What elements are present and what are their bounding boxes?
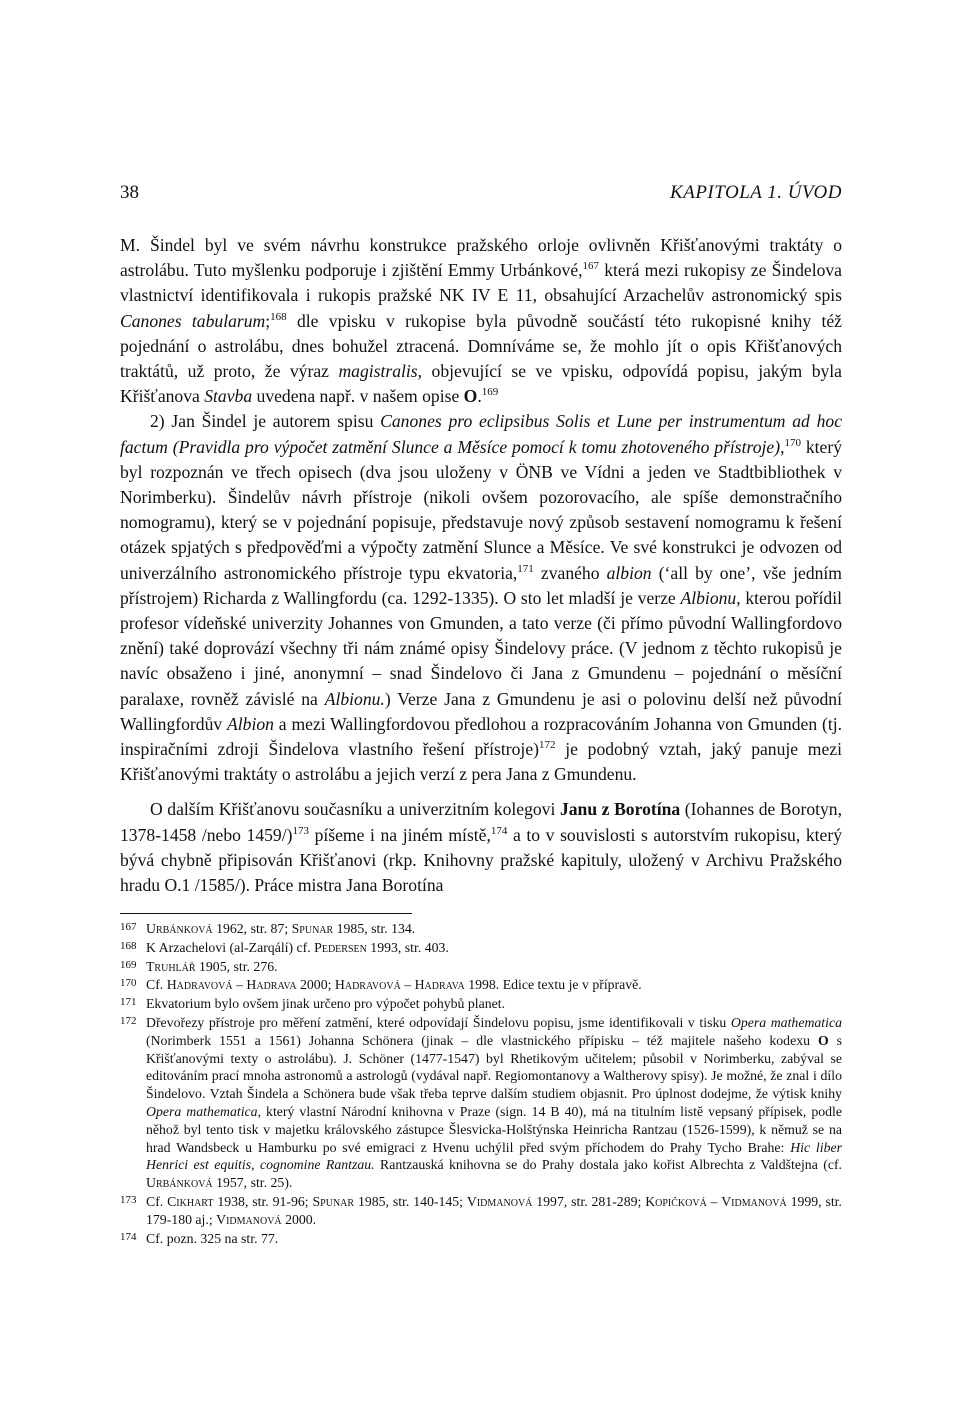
footnote-ref[interactable]: 167 — [582, 260, 600, 273]
footnote: 170 Cf. Hadravová – Hadrava 2000; Hadravová – Hadrava 1998. Edice textu je v přípravě. — [120, 977, 642, 993]
paragraph: O dalším Křišťanovu současníku a univerzitním kolegovi Janu z Borotína (Iohannes de Borotyn, 1378-1458 /nebo 1459/)$^{173}$ píšeme i na jiném místě,$^{174}$ a to v souvislosti s autorstvím rukopisu, který bývá chybně připisován Křišťanovi (rkp. Knihovny pražské kapituly, uložený v Archivu Pražského hradu O.1 /1585/). Práce mistra Jana Borotína — [120, 799, 842, 896]
footnote-divider — [120, 913, 412, 914]
footnote: 171 Ekvatorium bylo ovšem jinak určeno pro výpočet pohybů planet. — [120, 996, 506, 1012]
footnote-ref[interactable]: 170 — [784, 436, 801, 449]
footnote: 173 Cf. Cikhart 1938, str. 91-96; Spunar 1985, str. 140-145; Vidmanová 1997, str. 281-289; Kopičková – Vidmanová 1999, str. 179-180 aj.; Vidmanová 2000. — [120, 1193, 842, 1227]
running-header — [120, 182, 842, 206]
footnote-ref[interactable]: 172 — [539, 739, 556, 752]
footnote: 167 Urbánková 1962, str. 87; Spunar 1985, str. 134. — [120, 921, 416, 936]
paragraph: M. Šindel byl ve svém návrhu konstrukce pražského orloje ovlivněn Křišťanovými traktáty o astrolábu. Tuto myšlenku podporuje i zjištění Emmy Urbánkové,$^{167}$ která mezi rukopisy ze Šindelova vlastnictví identifikovala i rukopis pražské NK IV E 11, obsahující Arzachelův astronomický spis Canones tabularum;$^{168}$ dle vpisku v rukopise byla původně součástí této rukopisné knihy též pojednání o astrolábu, dnes bohužel ztracená. Domníváme se, že mohlo jít o opis Křišťanových traktátů, už proto, že výraz magistralis, objevující se ve vpisku, odpovídá popisu, jakým byla Křišťanova Stavba uvedena např. v našem opise O.$^{169}$ — [120, 235, 842, 407]
main-text — [120, 233, 842, 898]
footnote-ref[interactable]: 174 — [490, 824, 508, 837]
footnote-ref[interactable]: 169 — [481, 386, 499, 399]
page-number: 38 — [120, 182, 139, 203]
footnote: 169 Truhlář 1905, str. 276. — [120, 958, 278, 974]
footnote: 168 K Arzachelovi (al-Zarqálí) cf. Pedersen 1993, str. 403. — [120, 939, 449, 955]
footnote: 174 Cf. pozn. 325 na str. 77. — [120, 1230, 279, 1246]
chapter-title: KAPITOLA 1. ÚVOD — [670, 182, 842, 203]
paragraph: 2) Jan Šindel je autorem spisu Canones pro eclipsibus Solis et Lune per instrumentum ad hoc factum (Pravidla pro výpočet zatmění Slunce a Měsíce pomocí k tomu zhotoveného přístroje),$^{170}$ který byl rozpoznán ve třech opisech (dva jsou uloženy v ÖNB ve Vídni a jeden ve Stadtbibliothek v Norimberku). Šindelův návrh přístroje (nikoli ovšem pozorovacího, ale spíše demonstračního nomogramu), který se v pojednání popisuje, představuje nový způsob sestavení nomogramu k řešení otázek spjatých s předpověďmi a výpočty zatmění Slunce a Měsíce. Ve své konstrukci je odvozen od univerzálního astronomického přístroje typu ekvatoria,$^{171}$ zvaného albion (‘all by one’, vše jedním přístrojem) Richarda z Wallingfordu (ca. 1292-1335). O sto let mladší je verze Albionu, kterou pořídil profesor vídeňské univerzity Johannes von Gmunden, a tato verze (či přímo původní Wallingfordovo znění) také doprovází všechny tři nám známé opisy Šindelovy práce. (V jednom z těchto rukopisů je navíc obsaženo i jiné, anonymní – snad Šindelovo či Jana z Gmundenu – pojednání o měsíční paralaxe, rovněž závislé na Albionu.) Verze Jana z Gmundenu je asi o polovinu delší než původní Wallingfordův Albion a mezi Wallingfordovou předlohou a rozpracováním Johanna von Gmunden (tj. inspiračními zdroji Šindelova vlastního řešení přístroje)$^{172}$ je podobný vztah, jaký panuje mezi Křišťanovými traktáty o astrolábu a jejich verzí z pera Jana z Gmundenu. — [120, 411, 843, 785]
footnote-ref[interactable]: 168 — [270, 310, 287, 323]
footnote-ref[interactable]: 173 — [292, 824, 309, 837]
footnote-ref[interactable]: 171 — [517, 562, 534, 575]
footnotes — [120, 919, 842, 1247]
footnote: 172 Dřevořezy přístroje pro měření zatmění, které odpovídají Šindelovu popisu, jsme identifikovali v tisku Opera mathematica (Norimberk 1551 a 1561) Johanna Schönera (jinak – dle vlastnického přípisku – též majitele našeho kodexu O s Křišťanovými texty o astrolábu). J. Schöner (1477-1547) byl Rhetikovým učitelem; působil v Norimberku, zabýval se editováním prací mnoha astronomů a astrologů (vydával např. Regiomontanovy a Waltherovy spisy). Je možné, že znal i dílo Šindelovo. Vztah Šindela a Schönera bude však třeba teprve dalším studiem objasnit. Pro úplnost dodejme, že výtisk knihy Opera mathematica, který vlastní Národní knihovna v Praze (sign. 14 B 40), má na titulním listě vepsaný přípisek, podle něhož byl tento tisk v majetku královského zástupce Šlesvicka-Holštýnska Heinricha Rantzau (1526-1599), k němuž se na hrad Wandsbeck u Hamburku po své emigraci z Hvenu uchýlil před svým příchodem do Prahy Tycho Brahe: Hic liber Henrici est equitis, cognomine Rantzau. Rantzauská knihovna se do Prahy dostala jako kořist Albrechta z Valdštejna (cf. Urbánková 1957, str. 25). — [120, 1014, 843, 1191]
